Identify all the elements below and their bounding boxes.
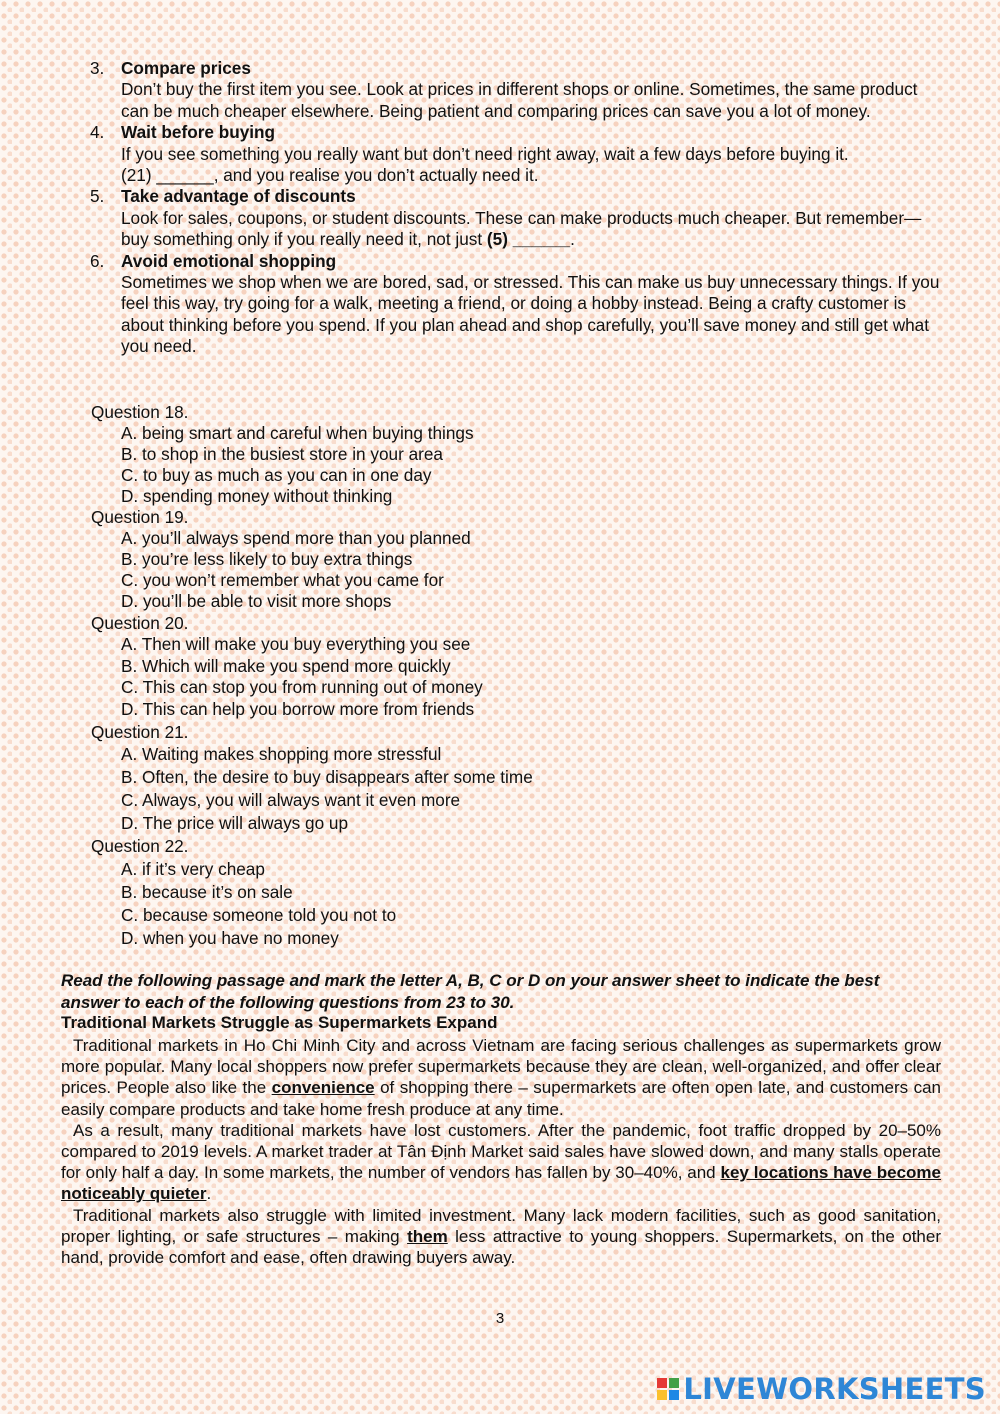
tip-body: Don’t buy the first item you see. Look at prices in different shops or online. Sometimes, the same product can be much cheaper elsewhere. Being patient and comparing prices can save you a lot of money.: [121, 79, 918, 121]
logo-text: LIVEWORKSHEETS: [683, 1372, 986, 1406]
passage-paragraph-3: [61, 1205, 941, 1269]
logo-icon: [657, 1378, 679, 1400]
answer-option[interactable]: D. The price will always go up: [121, 812, 349, 833]
highlighted-word-convenience: convenience: [271, 1078, 375, 1098]
tips-list: [90, 58, 942, 358]
answer-option[interactable]: A. Then will make you buy everything you see: [121, 634, 471, 655]
questions-block: [91, 402, 691, 950]
answer-option[interactable]: A. you’ll always spend more than you planned: [121, 527, 471, 548]
answer-option[interactable]: B. because it’s on sale: [121, 881, 293, 902]
answer-option[interactable]: A. being smart and careful when buying things: [121, 422, 474, 443]
answer-option[interactable]: C. Always, you will always want it even more: [121, 789, 461, 810]
tip-title: Wait before buying: [121, 122, 276, 143]
answer-option[interactable]: B. Which will make you spend more quickly: [121, 655, 451, 676]
answer-option[interactable]: D. you’ll be able to visit more shops: [121, 591, 392, 612]
liveworksheets-logo[interactable]: [657, 1372, 986, 1406]
tip-5: [90, 186, 942, 250]
tip-title: Avoid emotional shopping: [121, 250, 337, 271]
highlighted-phrase-key-locations: key locations have become noticeably quieter: [61, 1163, 942, 1204]
tip-3: [90, 58, 942, 122]
section-instruction: Read the following passage and mark the letter A, B, C or D on your answer sheet to indicate the best answer to each of the following questions from 23 to 30.: [61, 971, 880, 1012]
tip-4: [90, 122, 942, 186]
tip-body: [121, 208, 942, 251]
paragraph-text: .: [206, 1184, 212, 1204]
answer-option[interactable]: C. to buy as much as you can in one day: [121, 464, 432, 485]
answer-option[interactable]: B. Often, the desire to buy disappears after some time: [121, 767, 533, 788]
tip-title: Take advantage of discounts: [121, 186, 356, 207]
question-label: Question 20.: [91, 612, 189, 633]
question-21: [91, 721, 691, 835]
answer-option[interactable]: B. to shop in the busiest store in your area: [121, 443, 443, 464]
question-22: [91, 835, 691, 950]
passage-title: Traditional Markets Struggle as Supermarkets Expand: [61, 1013, 498, 1032]
tip-number: 5.: [90, 186, 105, 207]
blank-21[interactable]: (21) ______, and you realise you don’t actually need it.: [121, 165, 539, 186]
paragraph-text: of shopping there – supermarkets are often open late, and customers can easily compare products and take home fresh produce at any time.: [61, 1078, 941, 1119]
paragraph-text: Traditional markets in Ho Chi Minh City and across Vietnam are facing serious challenges as supermarkets grow more popular. Many local shoppers now prefer supermarkets because they are clean, well-organized, and offer clear prices. People also like the: [61, 1036, 941, 1098]
tip-number: 6.: [90, 250, 105, 271]
tip-number: 3.: [90, 58, 105, 78]
answer-option[interactable]: C. This can stop you from running out of money: [121, 677, 483, 698]
answer-option[interactable]: C. you won’t remember what you came for: [121, 570, 444, 591]
tip-body-end: .: [570, 229, 575, 250]
page-number: 3: [495, 1310, 505, 1327]
blank-5[interactable]: (5) ______: [486, 229, 571, 250]
paragraph-text: Traditional markets also struggle with limited investment. Many lack modern facilities, such as good sanitation, proper lighting, or safe structures – making: [61, 1205, 941, 1246]
passage-paragraph-2: [61, 1120, 941, 1205]
reading-passage: [61, 1035, 941, 1268]
answer-option[interactable]: D. This can help you borrow more from friends: [121, 698, 475, 719]
question-label: Question 19.: [91, 506, 189, 527]
answer-option[interactable]: D. spending money without thinking: [121, 485, 393, 506]
answer-option[interactable]: A. if it’s very cheap: [121, 858, 265, 879]
paragraph-text: less attractive to young shoppers. Supermarkets, on the other hand, provide comfort and ease, often drawing buyers away.: [61, 1226, 941, 1268]
tip-body-text: Look for sales, coupons, or student discounts. These can make products much cheaper. But remember—buy something only if you really need it, not just: [121, 207, 922, 250]
question-18: [91, 402, 691, 507]
question-label: Question 21.: [91, 721, 189, 742]
question-label: Question 18.: [91, 402, 189, 422]
tip-title: Compare prices: [121, 58, 251, 78]
passage-paragraph-1: [61, 1035, 941, 1120]
answer-option[interactable]: C. because someone told you not to: [121, 904, 397, 925]
tip-number: 4.: [90, 122, 105, 143]
answer-option[interactable]: B. you’re less likely to buy extra things: [121, 548, 413, 569]
tip-body: [121, 144, 942, 187]
tip-6: [90, 251, 942, 358]
answer-option[interactable]: A. Waiting makes shopping more stressful: [121, 744, 442, 765]
highlighted-word-them: them: [407, 1226, 448, 1246]
question-19: [91, 507, 691, 613]
tip-body: Sometimes we shop when we are bored, sad, or stressed. This can make us buy unnecessary things. If you feel this way, try going for a walk, meeting a friend, or doing a hobby instead. Being a crafty customer is about thinking before you spend. If you plan ahead and shop carefully, you’ll save money and still get what you need.: [121, 272, 940, 357]
question-label: Question 22.: [91, 835, 189, 856]
paragraph-text: As a result, many traditional markets have lost customers. After the pandemic, foot traffic dropped by 20–50% compared to 2019 levels. A market trader at Tân Định Market said sales have slowed down, and many stalls operate for only half a day. In some markets, the number of vendors has fallen by 30–40%, and: [61, 1120, 941, 1183]
tip-body-text: If you see something you really want but don’t need right away, wait a few days before buying it.: [121, 143, 849, 164]
answer-option[interactable]: D. when you have no money: [121, 927, 339, 948]
question-20: [91, 613, 691, 721]
